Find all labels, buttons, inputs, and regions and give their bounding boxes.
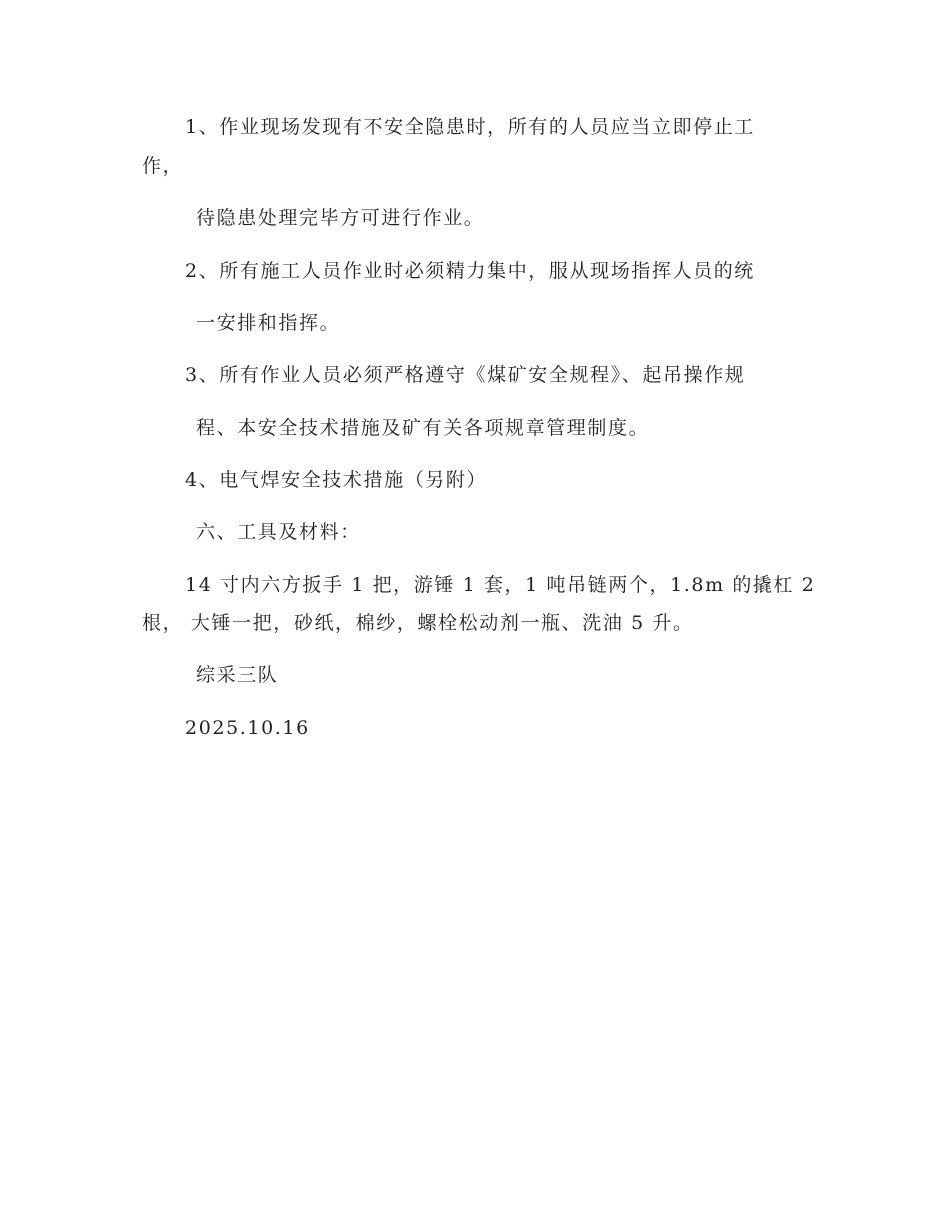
item3-line1: 3、所有作业人员必须严格遵守《煤矿安全规程》、起吊操作规: [185, 364, 746, 386]
section6-heading: 六、工具及材料：: [196, 521, 361, 543]
team-name: 综采三队: [196, 664, 279, 686]
item2-line1: 2、所有施工人员作业时必须精力集中，服从现场指挥人员的统: [185, 260, 755, 282]
document-date: 2025.10.16: [185, 717, 310, 739]
item1-line3: 待隐患处理完毕方可进行作业。: [196, 207, 485, 229]
materials-line2: 根， 大锤一把，砂纸，棉纱，螺栓松动剂一瓶、洗油 5 升。: [142, 612, 694, 634]
item1-line1: 1、作业现场发现有不安全隐患时，所有的人员应当立即停止工: [185, 116, 755, 138]
item3-line2: 程、本安全技术措施及矿有关各项规章管理制度。: [196, 417, 650, 439]
item2-line2: 一安排和指挥。: [196, 312, 341, 334]
item4-line: 4、电气焊安全技术措施（另附）: [185, 469, 488, 491]
materials-line1: 14 寸内六方扳手 1 把，游锤 1 套，1 吨吊链两个，1.8m 的撬杠 2: [185, 574, 816, 596]
item1-line2: 作，: [142, 155, 184, 177]
